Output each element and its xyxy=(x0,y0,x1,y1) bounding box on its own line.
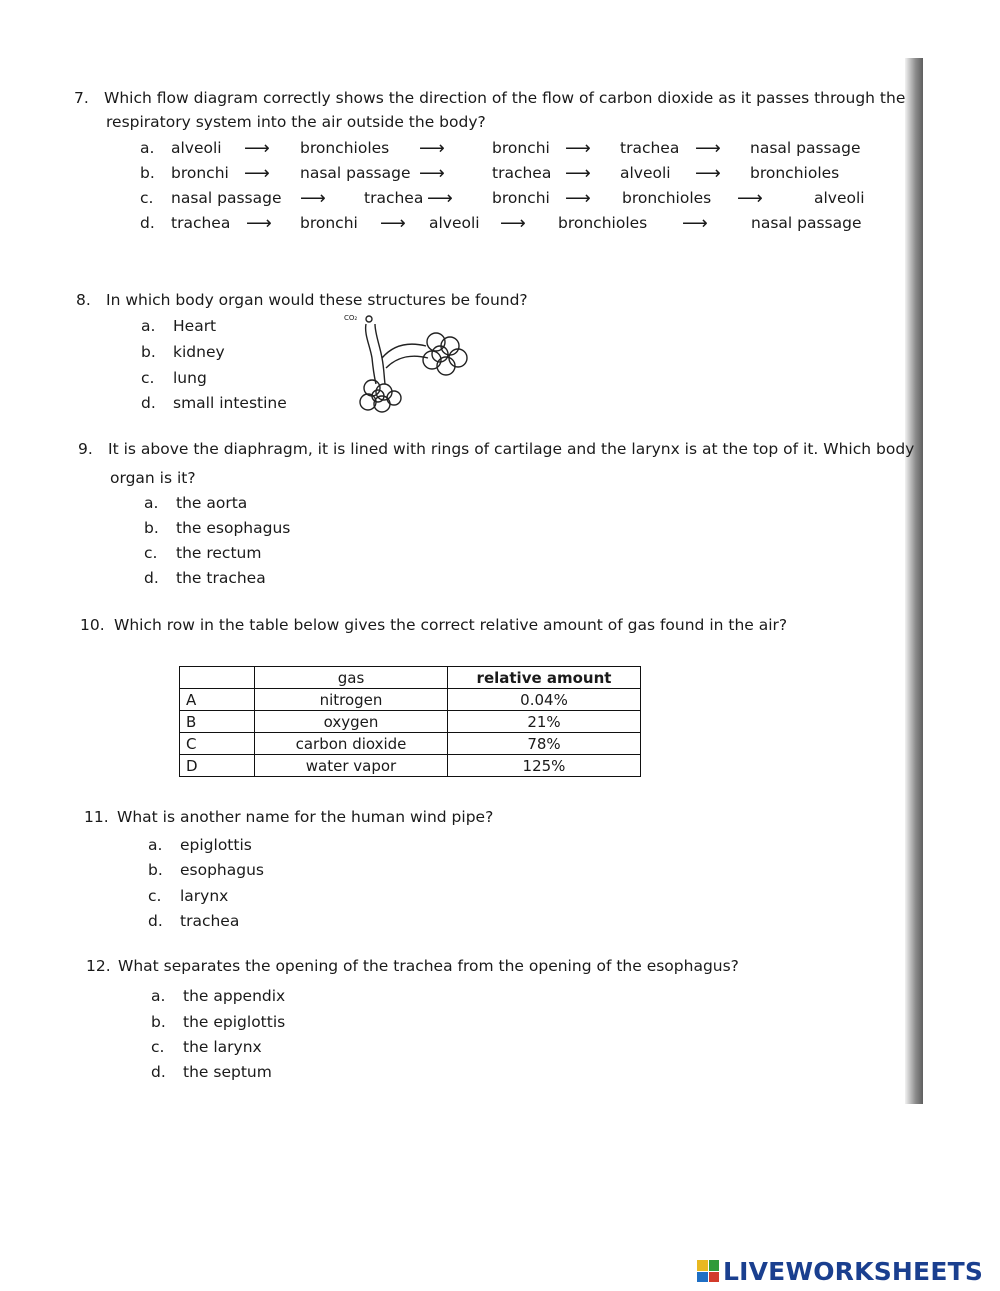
flow-step: nasal passage xyxy=(750,139,861,157)
question-11-text: What is another name for the human wind pipe? xyxy=(117,808,494,826)
option-letter: d. xyxy=(140,214,155,232)
option-text: the septum xyxy=(183,1063,272,1081)
question-8-text: In which body organ would these structures be found? xyxy=(106,291,528,309)
question-12-number: 12. xyxy=(86,957,111,975)
flow-step: nasal passage xyxy=(300,164,411,182)
flow-step: bronchioles xyxy=(750,164,840,182)
option-text: the larynx xyxy=(183,1038,262,1056)
question-9-line1 xyxy=(78,440,914,458)
flow-step: bronchioles xyxy=(558,214,648,232)
flow-step: alveoli xyxy=(429,214,480,232)
row-label: D xyxy=(180,755,255,777)
option-text: the esophagus xyxy=(176,519,291,537)
question-11-option-d[interactable] xyxy=(148,912,239,930)
question-8-number: 8. xyxy=(76,291,91,309)
row-label: A xyxy=(180,689,255,711)
question-9-option-a[interactable] xyxy=(144,494,247,512)
option-text: kidney xyxy=(173,343,225,361)
question-12-option-d[interactable] xyxy=(151,1063,272,1081)
table-row[interactable] xyxy=(180,733,641,755)
option-text: esophagus xyxy=(180,861,264,879)
option-text: the aorta xyxy=(176,494,248,512)
gas-name: nitrogen xyxy=(255,689,448,711)
option-letter: a. xyxy=(141,317,156,335)
question-11-option-a[interactable] xyxy=(148,836,252,854)
flow-arrow-icon: ⟶ xyxy=(565,188,591,209)
question-10-text: Which row in the table below gives the correct relative amount of gas found in the air? xyxy=(114,616,788,634)
flow-step: bronchi xyxy=(492,139,550,157)
question-11-option-b[interactable] xyxy=(148,861,264,879)
gas-table xyxy=(179,666,641,777)
option-text: the epiglottis xyxy=(183,1013,286,1031)
question-8-option-c[interactable] xyxy=(141,369,207,387)
option-text: small intestine xyxy=(173,394,287,412)
alveoli-co2-label: CO₂ xyxy=(344,314,358,322)
flow-arrow-icon: ⟶ xyxy=(500,213,526,234)
option-letter: d. xyxy=(148,912,163,930)
option-letter: a. xyxy=(140,139,155,157)
option-letter: a. xyxy=(144,494,159,512)
relative-amount: 21% xyxy=(448,711,641,733)
flow-step: alveoli xyxy=(171,139,222,157)
gas-name: carbon dioxide xyxy=(255,733,448,755)
option-letter: b. xyxy=(144,519,159,537)
flow-step: bronchioles xyxy=(622,189,712,207)
flow-arrow-icon: ⟶ xyxy=(695,138,721,159)
option-letter: c. xyxy=(141,369,155,387)
flow-arrow-icon: ⟶ xyxy=(244,138,270,159)
relative-amount: 78% xyxy=(448,733,641,755)
option-letter: a. xyxy=(151,987,166,1005)
question-11-option-c[interactable] xyxy=(148,887,228,905)
table-row[interactable] xyxy=(180,689,641,711)
gas-table-header-amount: relative amount xyxy=(448,667,641,689)
scan-edge-shadow xyxy=(905,58,923,1104)
option-letter: c. xyxy=(140,189,154,207)
flow-step: alveoli xyxy=(620,164,671,182)
option-text: Heart xyxy=(173,317,217,335)
question-9-option-c[interactable] xyxy=(144,544,261,562)
option-letter: b. xyxy=(141,343,156,361)
option-text: the appendix xyxy=(183,987,286,1005)
flow-arrow-icon: ⟶ xyxy=(246,213,272,234)
option-letter: b. xyxy=(151,1013,166,1031)
relative-amount: 125% xyxy=(448,755,641,777)
gas-table-header xyxy=(180,667,641,689)
question-8-option-d[interactable] xyxy=(141,394,287,412)
flow-arrow-icon: ⟶ xyxy=(427,188,453,209)
question-12-option-b[interactable] xyxy=(151,1013,285,1031)
row-label: B xyxy=(180,711,255,733)
option-text: larynx xyxy=(180,887,229,905)
flow-step: alveoli xyxy=(814,189,865,207)
flow-step: trachea xyxy=(364,189,424,207)
relative-amount: 0.04% xyxy=(448,689,641,711)
flow-arrow-icon: ⟶ xyxy=(737,188,763,209)
question-9-option-d[interactable] xyxy=(144,569,266,587)
option-text: the trachea xyxy=(176,569,266,587)
flow-arrow-icon: ⟶ xyxy=(380,213,406,234)
table-row[interactable] xyxy=(180,755,641,777)
option-letter: b. xyxy=(140,164,155,182)
flow-step: bronchi xyxy=(171,164,229,182)
option-letter: d. xyxy=(144,569,159,587)
question-8-option-b[interactable] xyxy=(141,343,225,361)
option-letter: c. xyxy=(151,1038,165,1056)
flow-step: bronchi xyxy=(300,214,358,232)
flow-step: nasal passage xyxy=(751,214,862,232)
flow-arrow-icon: ⟶ xyxy=(300,188,326,209)
option-letter: a. xyxy=(148,836,163,854)
option-text: epiglottis xyxy=(180,836,252,854)
question-7-line2: respiratory system into the air outside the body? xyxy=(106,113,486,131)
question-12-option-c[interactable] xyxy=(151,1038,262,1056)
question-9-number: 9. xyxy=(78,440,93,458)
question-9-line2: organ is it? xyxy=(110,469,196,487)
option-letter: c. xyxy=(148,887,162,905)
question-7-text-line1: Which flow diagram correctly shows the direction of the flow of carbon dioxide as it passes through the xyxy=(104,89,906,107)
option-letter: c. xyxy=(144,544,158,562)
liveworksheets-logo[interactable] xyxy=(697,1256,983,1286)
flow-arrow-icon: ⟶ xyxy=(565,138,591,159)
question-9-text-line1: It is above the diaphragm, it is lined with rings of cartilage and the larynx is at the top of it. Which body xyxy=(108,440,915,458)
flow-step: bronchioles xyxy=(300,139,390,157)
question-12-text: What separates the opening of the trachea from the opening of the esophagus? xyxy=(118,957,739,975)
alveoli-diagram xyxy=(342,306,474,414)
flow-step: trachea xyxy=(492,164,552,182)
table-row[interactable] xyxy=(180,711,641,733)
question-10-number: 10. xyxy=(80,616,105,634)
question-12 xyxy=(86,957,739,975)
gas-name: water vapor xyxy=(255,755,448,777)
question-11 xyxy=(84,808,493,826)
flow-step: bronchi xyxy=(492,189,550,207)
flow-arrow-icon: ⟶ xyxy=(695,163,721,184)
row-label: C xyxy=(180,733,255,755)
question-9-option-b[interactable] xyxy=(144,519,290,537)
flow-arrow-icon: ⟶ xyxy=(419,163,445,184)
question-7-line1 xyxy=(74,89,905,107)
option-letter: d. xyxy=(151,1063,166,1081)
question-10 xyxy=(80,616,787,634)
option-letter: d. xyxy=(141,394,156,412)
question-11-number: 11. xyxy=(84,808,109,826)
flow-step: trachea xyxy=(620,139,680,157)
flow-arrow-icon: ⟶ xyxy=(565,163,591,184)
option-text: lung xyxy=(173,369,207,387)
question-8-option-a[interactable] xyxy=(141,317,216,335)
liveworksheets-logo-icon xyxy=(697,1260,719,1282)
option-letter: b. xyxy=(148,861,163,879)
flow-step: trachea xyxy=(171,214,231,232)
gas-table-header-blank xyxy=(180,667,255,689)
question-7-number: 7. xyxy=(74,89,89,107)
flow-step: nasal passage xyxy=(171,189,282,207)
option-text: the rectum xyxy=(176,544,262,562)
gas-table-header-gas: gas xyxy=(255,667,448,689)
option-text: trachea xyxy=(180,912,240,930)
flow-arrow-icon: ⟶ xyxy=(682,213,708,234)
flow-arrow-icon: ⟶ xyxy=(244,163,270,184)
flow-arrow-icon: ⟶ xyxy=(419,138,445,159)
liveworksheets-logo-text: LIVEWORKSHEETS xyxy=(723,1256,984,1286)
gas-name: oxygen xyxy=(255,711,448,733)
question-12-option-a[interactable] xyxy=(151,987,285,1005)
